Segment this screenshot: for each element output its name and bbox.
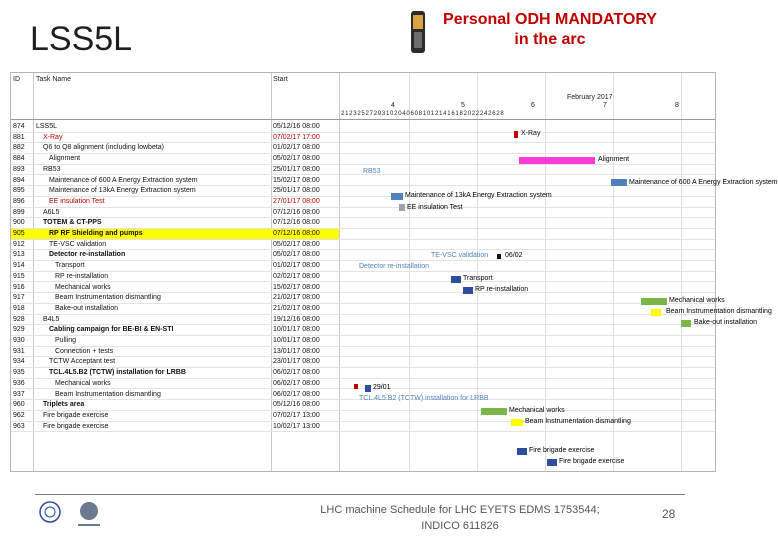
cell-task-name: Mechanical works xyxy=(55,379,111,387)
table-row[interactable] xyxy=(11,122,715,133)
table-row[interactable] xyxy=(11,218,715,229)
cell-id: 884 xyxy=(13,155,25,163)
footer-divider xyxy=(35,494,685,495)
cell-id: 914 xyxy=(13,262,25,270)
footer-line2: INDICO 611826 xyxy=(421,520,499,532)
bar-mechanical-works-2 xyxy=(481,408,507,415)
gantt-chart xyxy=(10,72,778,472)
table-row[interactable] xyxy=(11,315,715,326)
en-logo xyxy=(74,500,104,530)
footer-line1: LHC machine Schedule for LHC EYETS EDMS 1753544; xyxy=(320,504,600,516)
cell-id: 917 xyxy=(13,294,25,302)
cell-task-name: Beam Instrumentation dismantling xyxy=(55,294,161,302)
table-row[interactable] xyxy=(11,272,715,283)
timescale-week: 5 xyxy=(461,102,465,109)
cell-start: 10/02/17 13:00 xyxy=(273,422,320,430)
bar-label-detector: Detector re-installation xyxy=(359,263,430,270)
table-row[interactable] xyxy=(11,143,715,154)
bar-label-bidism2: Beam Instrumentation dismantling xyxy=(525,418,631,425)
slide-title: LSS5L xyxy=(30,20,133,58)
table-row[interactable] xyxy=(11,325,715,336)
cell-start: 05/02/17 08:00 xyxy=(273,251,320,259)
cell-task-name: RP RF Shielding and pumps xyxy=(49,230,143,237)
cell-task-name: A6L5 xyxy=(43,208,60,216)
cell-task-name: Cabling campaign for BE-BI & EN-STI xyxy=(49,326,174,334)
table-row[interactable] xyxy=(11,176,715,187)
row-divider xyxy=(11,431,715,432)
cell-start: 05/02/17 08:00 xyxy=(273,155,320,163)
cell-task-name: B4L5 xyxy=(43,315,60,323)
bar-label-insulation: EE insulation Test xyxy=(407,204,463,211)
cell-start: 25/01/17 08:00 xyxy=(273,165,320,173)
bar-label-rb53: RB53 xyxy=(363,168,381,175)
table-row[interactable] xyxy=(11,293,715,304)
bar-bi-dismantling-2 xyxy=(511,419,523,426)
cell-id: 894 xyxy=(13,176,25,184)
cell-start: 05/12/16 08:00 xyxy=(273,123,320,130)
table-row[interactable] xyxy=(11,283,715,294)
cell-id: 934 xyxy=(13,358,25,366)
table-row[interactable] xyxy=(11,357,715,368)
bar-fire-1 xyxy=(517,448,527,455)
bar-insulation xyxy=(399,204,405,211)
odh-title-line1: Personal ODH MANDATORY xyxy=(443,11,657,28)
bar-mechanical-works xyxy=(641,298,667,305)
cell-task-name: Bake-out installation xyxy=(55,304,119,312)
bar-ee600 xyxy=(611,179,627,186)
cell-task-name: TCL.4L5.B2 (TCTW) installation for LRBB xyxy=(49,369,186,377)
bar-label-tcl: TCL.4L5.B2 (TCTW) installation for LRBB xyxy=(359,395,489,402)
milestone-tevsc xyxy=(497,254,501,259)
table-row[interactable] xyxy=(11,197,715,208)
cell-start: 13/01/17 08:00 xyxy=(273,347,320,355)
bar-label-tevsc: TE-VSC validation xyxy=(431,252,489,259)
cell-start: 10/01/17 08:00 xyxy=(273,326,320,334)
bar-label-mech2: Mechanical works xyxy=(509,407,565,414)
bar-ee13k xyxy=(391,193,403,200)
bar-label-tevsc-date: 06/02 xyxy=(505,252,523,259)
cell-task-name: TOTEM & CT-PPS xyxy=(43,219,102,227)
bar-label-bake: Bake-out installation xyxy=(694,319,758,326)
header-start: Start xyxy=(273,76,288,83)
cell-id: 916 xyxy=(13,283,25,291)
table-row[interactable] xyxy=(11,250,715,261)
timescale-week: 6 xyxy=(531,102,535,109)
header-task-name: Task Name xyxy=(36,76,72,83)
header-id: ID xyxy=(13,76,20,83)
table-row[interactable] xyxy=(11,133,715,144)
header-divider xyxy=(11,119,715,120)
cell-id: 930 xyxy=(13,337,25,344)
cell-start: 06/02/17 08:00 xyxy=(273,379,320,387)
timescale-month: February 2017 xyxy=(567,94,613,101)
bar-transport xyxy=(451,276,461,283)
cell-start: 25/01/17 08:00 xyxy=(273,187,320,195)
cell-id: 905 xyxy=(13,230,25,237)
cell-id: 881 xyxy=(13,133,25,141)
cell-id: 931 xyxy=(13,347,25,355)
cell-task-name: Q6 to Q8 alignment (including lowbeta) xyxy=(43,144,165,152)
cell-start: 06/02/17 08:00 xyxy=(273,369,320,377)
table-row[interactable] xyxy=(11,229,715,240)
table-row[interactable] xyxy=(11,304,715,315)
bar-label-tctw-date: 29/01 xyxy=(373,384,391,391)
cell-task-name: Maintenance of 600 A Energy Extraction system xyxy=(49,176,198,184)
cell-task-name: LSS5L xyxy=(36,123,58,130)
cell-id: 913 xyxy=(13,251,25,259)
table-row[interactable] xyxy=(11,240,715,251)
cell-task-name: Alignment xyxy=(49,155,81,163)
cell-id: 936 xyxy=(13,379,25,387)
cell-task-name: TE-VSC validation xyxy=(49,240,107,248)
cell-id: 893 xyxy=(13,165,25,173)
cell-start: 15/02/17 08:00 xyxy=(273,283,320,291)
bar-label-bidism: Beam Instrumentation dismantling xyxy=(666,308,772,315)
milestone-xray xyxy=(514,131,518,138)
milestone-tctw xyxy=(354,384,358,389)
cell-id: 937 xyxy=(13,390,25,398)
cell-task-name: TCTW Acceptant test xyxy=(49,358,116,366)
bar-bake-out xyxy=(681,320,691,327)
cell-task-name: Triplets area xyxy=(43,401,85,409)
cell-task-name: Detector re-installation xyxy=(49,251,126,259)
cell-start: 19/12/16 08:00 xyxy=(273,315,320,323)
cell-start: 21/02/17 08:00 xyxy=(273,294,320,302)
cell-start: 07/12/16 08:00 xyxy=(273,230,320,237)
cell-start: 10/01/17 08:00 xyxy=(273,337,320,344)
cell-start: 23/01/17 08:00 xyxy=(273,358,320,366)
odh-title xyxy=(430,10,670,50)
table-row[interactable] xyxy=(11,379,715,390)
odh-title-line2: in the arc xyxy=(514,31,586,48)
cell-id: 896 xyxy=(13,197,25,205)
cell-id: 918 xyxy=(13,304,25,312)
bar-label-fire2: Fire brigade exercise xyxy=(559,458,625,465)
table-row[interactable] xyxy=(11,347,715,358)
cell-id: 900 xyxy=(13,219,25,227)
cell-id: 928 xyxy=(13,315,25,323)
cell-id: 874 xyxy=(13,123,25,130)
cell-id: 960 xyxy=(13,401,25,409)
timescale-week: 7 xyxy=(603,102,607,109)
cell-start: 07/02/17 13:00 xyxy=(273,411,320,419)
bar-label-fire1: Fire brigade exercise xyxy=(529,447,595,454)
timescale-week: 4 xyxy=(391,102,395,109)
cell-task-name: RB53 xyxy=(43,165,61,173)
cell-id: 912 xyxy=(13,240,25,248)
bar-label-ee600: Maintenance of 600 A Energy Extraction system xyxy=(629,179,778,186)
cell-start: 27/01/17 08:00 xyxy=(273,197,320,205)
table-row[interactable] xyxy=(11,368,715,379)
cell-id: 929 xyxy=(13,326,25,334)
cell-start: 07/12/16 08:00 xyxy=(273,219,320,227)
cell-start: 01/02/17 08:00 xyxy=(273,262,320,270)
bar-label-xray: X-Ray xyxy=(521,130,541,137)
cell-task-name: Fire brigade exercise xyxy=(43,422,109,430)
cell-task-name: Connection + tests xyxy=(55,347,114,355)
cell-start: 05/02/17 08:00 xyxy=(273,240,320,248)
cell-task-name: RP re-installation xyxy=(55,272,109,280)
cell-start: 07/02/17 17:00 xyxy=(273,133,320,141)
bar-fire-2 xyxy=(547,459,557,466)
cell-id: 895 xyxy=(13,187,25,195)
cell-start: 07/12/16 08:00 xyxy=(273,208,320,216)
cell-start: 02/02/17 08:00 xyxy=(273,272,320,280)
cell-id: 882 xyxy=(13,144,25,152)
cell-start: 01/02/17 08:00 xyxy=(273,144,320,152)
odh-detector-icon xyxy=(408,10,428,54)
cell-id: 899 xyxy=(13,208,25,216)
cell-id: 963 xyxy=(13,422,25,430)
timescale-days: 2123252729310204060810121416182022242628 xyxy=(341,111,505,117)
cell-task-name: Beam Instrumentation dismantling xyxy=(55,390,161,398)
cern-logo xyxy=(38,500,62,524)
cell-start: 05/12/16 08:00 xyxy=(273,401,320,409)
bar-label-ee13k: Maintenance of 13kA Energy Extraction system xyxy=(405,192,552,199)
cell-id: 935 xyxy=(13,369,25,377)
bar-bi-dismantling xyxy=(651,309,661,316)
cell-task-name: Transport xyxy=(55,262,85,270)
bar-label-rp: RP re-installation xyxy=(475,286,529,293)
cell-task-name: Maintenance of 13kA Energy Extraction system xyxy=(49,187,196,195)
table-row[interactable] xyxy=(11,186,715,197)
bar-alignment xyxy=(519,157,595,164)
bar-tctw xyxy=(365,385,371,392)
cell-id: 962 xyxy=(13,411,25,419)
bar-label-transport: Transport xyxy=(463,275,493,282)
timescale-week: 8 xyxy=(675,102,679,109)
table-row[interactable] xyxy=(11,336,715,347)
bar-rp-reinstallation xyxy=(463,287,473,294)
cell-start: 21/02/17 08:00 xyxy=(273,304,320,312)
cell-task-name: EE insulation Test xyxy=(49,197,105,205)
cell-task-name: Pulling xyxy=(55,337,77,344)
cell-task-name: Fire brigade exercise xyxy=(43,411,109,419)
cell-task-name: X-Ray xyxy=(43,133,63,141)
cell-start: 15/02/17 08:00 xyxy=(273,176,320,184)
page-number: 28 xyxy=(662,507,676,521)
bar-label-alignment: Alignment xyxy=(598,156,630,163)
cell-start: 06/02/17 08:00 xyxy=(273,390,320,398)
table-row[interactable] xyxy=(11,208,715,219)
bar-label-mech: Mechanical works xyxy=(669,297,725,304)
cell-id: 915 xyxy=(13,272,25,280)
footer-text xyxy=(290,502,630,534)
cell-task-name: Mechanical works xyxy=(55,283,111,291)
